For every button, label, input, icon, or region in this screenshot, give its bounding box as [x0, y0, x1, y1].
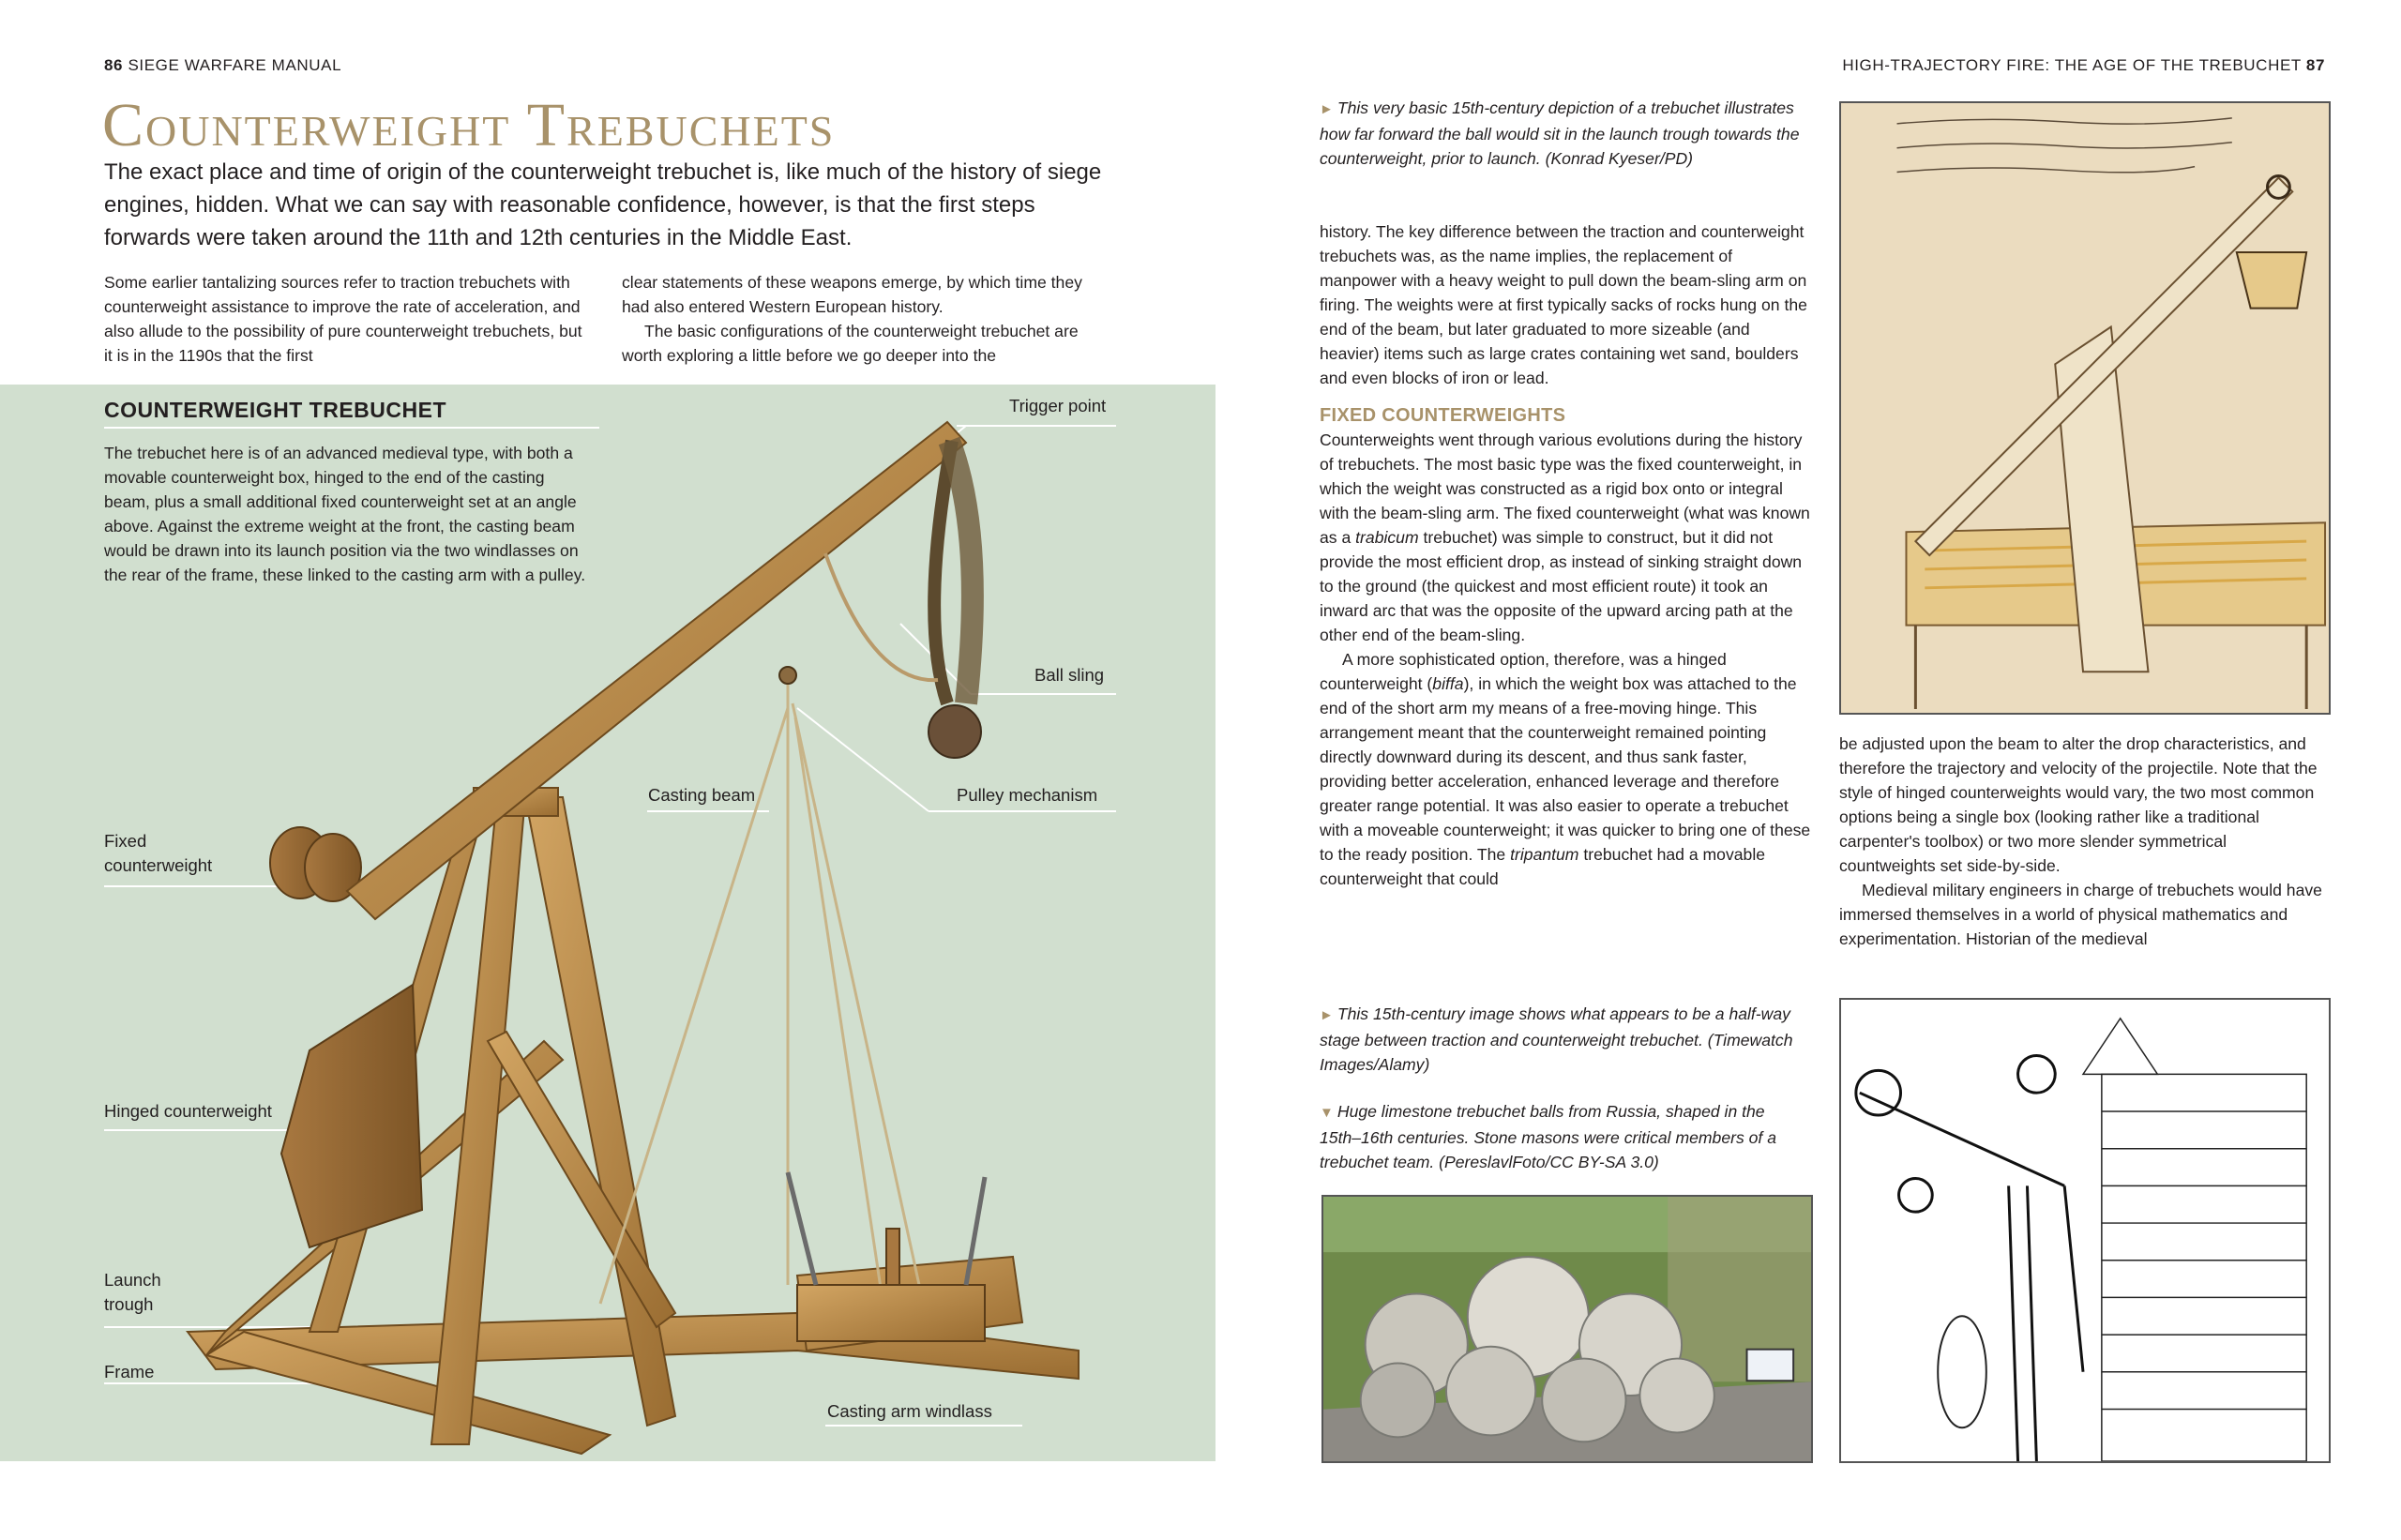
book-title: SIEGE WARFARE MANUAL: [128, 56, 342, 74]
text-italic: tripantum: [1510, 845, 1579, 864]
manuscript-drawing-1: [1841, 103, 2329, 713]
hinged-counterweight-shape: [281, 985, 422, 1247]
body-column-right-2: [1839, 732, 2327, 951]
label-fixed-counterweight: [104, 829, 212, 878]
label-line: Fixed: [104, 831, 147, 851]
body-column-left-1: [104, 270, 592, 368]
body-paragraph: history. The key difference between the traction and counterweight trebuchets was, as the name implies, the replacement of manpower with a heavy weight to pull down the beam-sling arm on firing. The weights were at first typically sacks of rocks hung on the end of the beam, but later graduated to more sizeable (and heavier) items such as large crates containing wet sand, boulders and even blocks of iron or lead.: [1320, 222, 1807, 387]
body-paragraph: [1320, 647, 1812, 891]
label-line: trough: [104, 1294, 154, 1314]
section-subhead: FIXED COUNTERWEIGHTS: [1320, 405, 1566, 426]
caption-arrow-icon: ►: [1320, 101, 1334, 117]
diagram-title: COUNTERWEIGHT TREBUCHET: [104, 398, 447, 422]
caption-stones: [1320, 1099, 1807, 1174]
page-number-left: 86: [104, 56, 124, 74]
label-pulley-mechanism: Pulley mechanism: [957, 785, 1098, 805]
label-casting-arm-windlass: Casting arm windlass: [827, 1401, 992, 1421]
pulley-wheel: [779, 667, 796, 684]
text-run: trebuchet had a movable counterweight that could: [1320, 845, 1766, 888]
manuscript-traction-trebuchet-image: [1839, 998, 2331, 1463]
body-column-right-1: [1320, 219, 1812, 891]
page-number-right: 87: [2305, 56, 2325, 74]
body-paragraph: clear statements of these weapons emerge, by which time they had also entered Western European history.: [622, 273, 1082, 316]
text-run: A more sophisticated option, therefore, was a hinged counterweight (: [1320, 650, 1727, 693]
label-line: counterweight: [104, 855, 213, 875]
text-italic: biffa: [1432, 674, 1464, 693]
text-run: Counterweights went through various evolutions during the history of trebuchets. The most basic type was the fixed counterweight, in which the weight was constructed as a rigid box onto or integral with the beam-sling arm. The fixed counterweight (what was known as a: [1320, 430, 1810, 547]
running-head-left: [104, 56, 341, 75]
label-launch-trough: [104, 1268, 161, 1317]
body-paragraph: The basic configurations of the counterweight trebuchet are worth exploring a little before we go deeper into the: [622, 322, 1079, 365]
chapter-running-title: HIGH-TRAJECTORY FIRE: THE AGE OF THE TREBUCHET: [1842, 56, 2302, 74]
manuscript-trebuchet-image: [1839, 101, 2331, 715]
text-run: trebuchet) was simple to construct, but it did not provide the most efficient drop, as instead of sinking straight down to the ground (the quickest and most efficient route) it took an inward arc that was the opposite of the upward arcing path at the other end of the beam-sling.: [1320, 528, 1803, 644]
chapter-title: Counterweight Trebuchets: [102, 91, 836, 159]
text-italic: trabicum: [1355, 528, 1419, 547]
pulley-ropes: [600, 675, 919, 1304]
label-line: Launch: [104, 1270, 161, 1290]
label-casting-beam: Casting beam: [648, 785, 756, 805]
body-paragraph: be adjusted upon the beam to alter the drop characteristics, and therefore the trajectory and velocity of the projectile. Note that the style of hinged counterweights would vary, the two most common options being a single box (looking rather like a traditional carpenter's toolbox) or two more slender symmetrical countweights set side-by-side.: [1839, 734, 2318, 875]
body-paragraph: Medieval military engineers in charge of trebuchets would have immersed themselves in a world of physical mathematics and experimentation. Historian of the medieval: [1839, 881, 2322, 948]
text-run: ), in which the weight box was attached to the end of the short arm my means of a free-moving hinge. This arrangement meant that the counterweight remained pointing directly downward during its descent, and thus sank faster, providing better acceleration, enhanced leverage and therefore greater range potential. It was also easier to operate a trebuchet with a moveable counterweight; it was quicker to bring one of these to the ready position. The: [1320, 674, 1811, 864]
label-ball-sling: Ball sling: [1034, 665, 1105, 685]
stone-balls-photo: [1321, 1195, 1813, 1463]
caption-manuscript-2: [1320, 1002, 1807, 1077]
diagram-description: The trebuchet here is of an advanced medieval type, with both a movable counterweight box, hinged to the end of the casting beam, plus a small additional fixed counterweight set at an angle above. Against the extreme weight at the front, the casting beam would be drawn into its launch position via the two windlasses on the rear of the frame, these linked to the casting arm with a pulley.: [104, 444, 586, 584]
label-frame: Frame: [104, 1362, 155, 1381]
caption-text: This very basic 15th-century depiction of a trebuchet illustrates how far forward the ball would sit in the launch trough towards the counterweight, prior to launch. (Konrad Kyeser/PD): [1320, 98, 1800, 168]
label-trigger-point: Trigger point: [1009, 396, 1107, 415]
caption-arrow-icon: ▼: [1320, 1105, 1334, 1121]
body-column-left-2: [622, 270, 1110, 368]
caption-arrow-icon: ►: [1320, 1007, 1334, 1023]
stone-balls-drawing: [1323, 1197, 1811, 1461]
caption-text: This 15th-century image shows what appears to be a half-way stage between traction and counterweight trebuchet. (Timewatch Images/Alamy): [1320, 1004, 1793, 1074]
manuscript-drawing-2: [1841, 1000, 2329, 1461]
caption-manuscript-1: [1320, 96, 1807, 171]
running-head-right: [1842, 56, 2325, 75]
label-hinged-counterweight: Hinged counterweight: [104, 1101, 272, 1121]
body-paragraph: [1320, 428, 1812, 647]
intro-paragraph: The exact place and time of origin of the counterweight trebuchet is, like much of the history of siege engines, hidden. What we can say with reasonable confidence, however, is that the first steps forwards were taken around the 11th and 12th centuries in the Middle East.: [104, 159, 1102, 250]
body-paragraph: Some earlier tantalizing sources refer to traction trebuchets with counterweight assistance to improve the rate of acceleration, and also allude to the possibility of pure counterweight trebuchets, but it is in the 1190s that the first: [104, 273, 582, 365]
windlass-shape: [788, 1172, 985, 1341]
caption-text: Huge limestone trebuchet balls from Russia, shaped in the 15th–16th centuries. Stone masons were critical members of a trebuchet team. (PereslavlFoto/CC BY-SA 3.0): [1320, 1102, 1776, 1171]
diagram-title-rule: [104, 427, 599, 429]
museum-sign: [1747, 1350, 1794, 1381]
